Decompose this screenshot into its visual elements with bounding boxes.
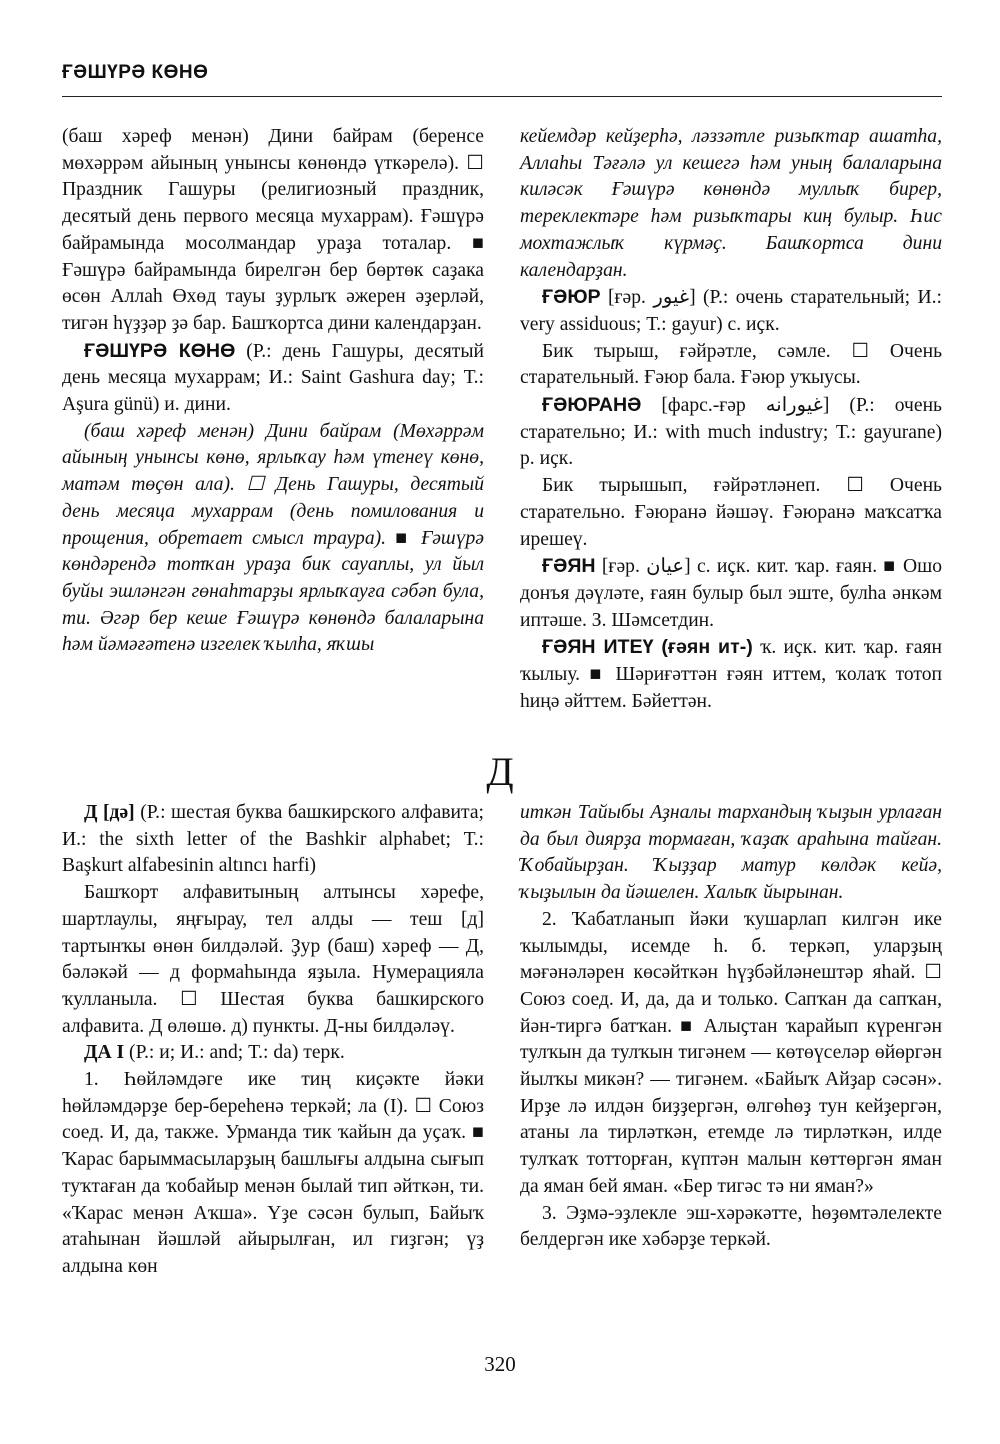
entry-text: 2. Ҡабатланып йәки ҡушарлап килгән ике ҡылымды, исемде һ. б. теркәп, уларҙың мәғәнәләрен көсәйткән һүҙбәйләнештәр яһай. ☐ Союз соед. И, да, да и только. Сапҡан да сапҡан, йән-тиргә батҡан. ■ Алыҫтан ҡарайып күренгән тулҡын да тулҡын тигәнем — көтөүселәр өйөргән йылҡы микән? — тигәнем. «Байыҡ Айҙар сәсән». Ирҙе лә илдән биҙҙергән, өлгөһөҙ тун кейҙергән, атаны ла тирләткән, етемде лә тирләткән, илде тулҡаҡ тотторған, күптән малын көттөргән яман да яман бей яман. «Бер тигәс тә ни яман?» [520, 908, 942, 1197]
headword: ҒӘЯН ИТЕҮ (ғәян ит-) [542, 636, 753, 659]
dictionary-entry [520, 634, 942, 715]
section-letter: Д [486, 749, 514, 794]
entry-text: ҡ. иҫк. кит. ҡар. ғаян ҡылыу. ■ Шәриғәттән ғәян иттем, ҡолаҡ тотоп һиңә әйттем. Бәйеттән. [520, 637, 942, 712]
column-bottom-left [62, 800, 484, 1281]
running-title: ҒӘШҮРӘ КӨНӨ [62, 62, 209, 83]
headword: ДА I [84, 1042, 125, 1064]
entry-text: [фарс.-ғәр غيورانه] (Р.: очень старательно; И.: with much industry; Т.: gayurane) р. иҫк. [520, 395, 942, 470]
entry-text: 1. Һөйләмдәге ике тиң киҫәкте йәки һөйләмдәрҙе бер-береһенә теркәй; ла (I). ☐ Союз соед. И, да, также. Урманда тик ҡайын да уҫаҡ. ■ Ҡарас барыммасыларҙың башлығы алдына сығып туҡтаған да ҡобайыр менән былай тип әйткән, ти. «Ҡарас менән Аҡша». Үҙе сәсән булып, Байыҡ атаһынан йәшләй айырылған, ил гиҙгән; үҙ алдына көн [62, 1069, 484, 1277]
entry-text: иткән Тайыбы Аҙналы тархандың ҡыҙын урлаған да был диярҙа тормаған, ҡаҙаҡ араһына тайған. Ҡобайырҙан. Ҡыҙҙар матур көлдәк кейә, ҡыҙылын да йәшелен. Халыҡ йырынан. [520, 802, 942, 904]
column-bottom-right [520, 800, 942, 1254]
headword: Д [дә] [84, 802, 135, 823]
dictionary-entry [520, 284, 942, 338]
dictionary-entry [62, 338, 484, 419]
page-number: 320 [484, 1352, 516, 1376]
entry-text: (Р.: и; И.: and; Т.: da) терк. [124, 1042, 345, 1064]
headword: ҒӘЮРАНӘ [542, 394, 642, 417]
entry-text: (баш хәреф менән) Дини байрам (беренсе мөхәррәм айының унынсы көнөндә үткәрелә). ☐ Праздник Гашуры (религиозный праздник, десятый день первого месяца мухаррам). Ғәшүрә байрамында мосолмандар ураҙа тоталар. ■ Ғәшүрә байрамында бирелгән бер бөртөк саҙака өсөн Аллаһ Өхөд тауы ҙурлыҡ әжерен әҙерләй, тигән һүҙҙәр ҙә бар. Башҡортса дини календарҙан. [62, 126, 484, 334]
entry-text: [ғәр. غيور] (Р.: очень старательный; И.: very assiduous; Т.: gayur) с. иҫк. [520, 287, 942, 335]
entry-text: Бик тырышып, ғәйрәтләнеп. ☐ Очень старательно. Ғәюранә йәшәү. Ғәюранә маҡсатҡа ирешеү. [520, 475, 942, 550]
dictionary-entry [62, 1040, 484, 1067]
headword: ҒӘЯН [542, 555, 596, 578]
entry-text: Башҡорт алфавитының алтынсы хәрефе, шартлаулы, яңғырау, тел алды — теш [д] тартынҡы өнөн билдәләй. Ҙур (баш) хәреф — Д, бәләкәй — д формаһында яҙыла. Нумерацияла ҡулланыла. ☐ Шестая буква башкирского алфавита. Д өлөшө. д) пункты. Д-ны билдәләү. [62, 882, 484, 1037]
dictionary-entry [520, 553, 942, 634]
entry-text: [ғәр. عيان] с. иҫк. кит. ҡар. ғаян. ■ Ошо донъя дәүләте, ғаян булыр был эште, булһа әнкәм иптәше. З. Шәмсетдин. [520, 556, 942, 631]
running-header [62, 62, 942, 97]
headword: ҒӘЮР [542, 286, 601, 309]
column-top-right [520, 124, 942, 715]
entry-text: Бик тырыш, ғәйрәтле, сәмле. ☐ Очень старательный. Ғәюр бала. Ғәюр уҡыусы. [520, 340, 942, 389]
entry-text: (Р.: шестая буква башкирского алфавита; И.: the sixth letter of the Bashkir alphabet; Т.: Başkurt alfabesinin altıncı harfi) [62, 802, 484, 877]
headword: ҒӘШҮРӘ КӨНӨ [84, 339, 236, 362]
dictionary-entry [520, 392, 942, 473]
dictionary-entry [62, 800, 484, 880]
entry-text: 3. Эҙмә-эҙлекле эш-хәрәкәтте, һөҙөмтәлелекте белдергән ике хәбәрҙе теркәй. [520, 1202, 942, 1251]
entry-text: кейемдәр кейҙерһә, ләззәтле ризыҡтар ашатһа, Аллаһы Тәғәлә ул кешегә һәм уның балаларына киләсәк Ғәшүрә көнөндә муллыҡ бирер, тереклектәре һәм ризыҡтары киң булыр. Һис мохтажлыҡ күрмәҫ. Башҡортса дини календарҙан. [520, 126, 942, 281]
column-top-left [62, 124, 484, 659]
entry-text: (Р.: день Гашуры, десятый день месяца мухаррам; И.: Saint Gashura day; Т.: Aşura günü) и. дини. [62, 340, 484, 416]
entry-text: (баш хәреф менән) Дини байрам (Мөхәррәм айының унынсы көнө, ярлыҡау һәм үтенеү көнө, матәм төҫөн ала). ☐ День Гашуры, десятый день месяца мухаррам (день помилования и прощения, обретает смысл траура). ■ Ғәшүрә көндәрендә тотҡан ураҙа бик сауаплы, ул йыл буйы эшләнгән гөнаһтарҙы ярлыҡауға сәбәп була, ти. Әгәр бер кеше Ғәшүрә көнөндә балаларына һәм йәмәғәтенә изгелек ҡылһа, яҡшы [62, 420, 484, 656]
